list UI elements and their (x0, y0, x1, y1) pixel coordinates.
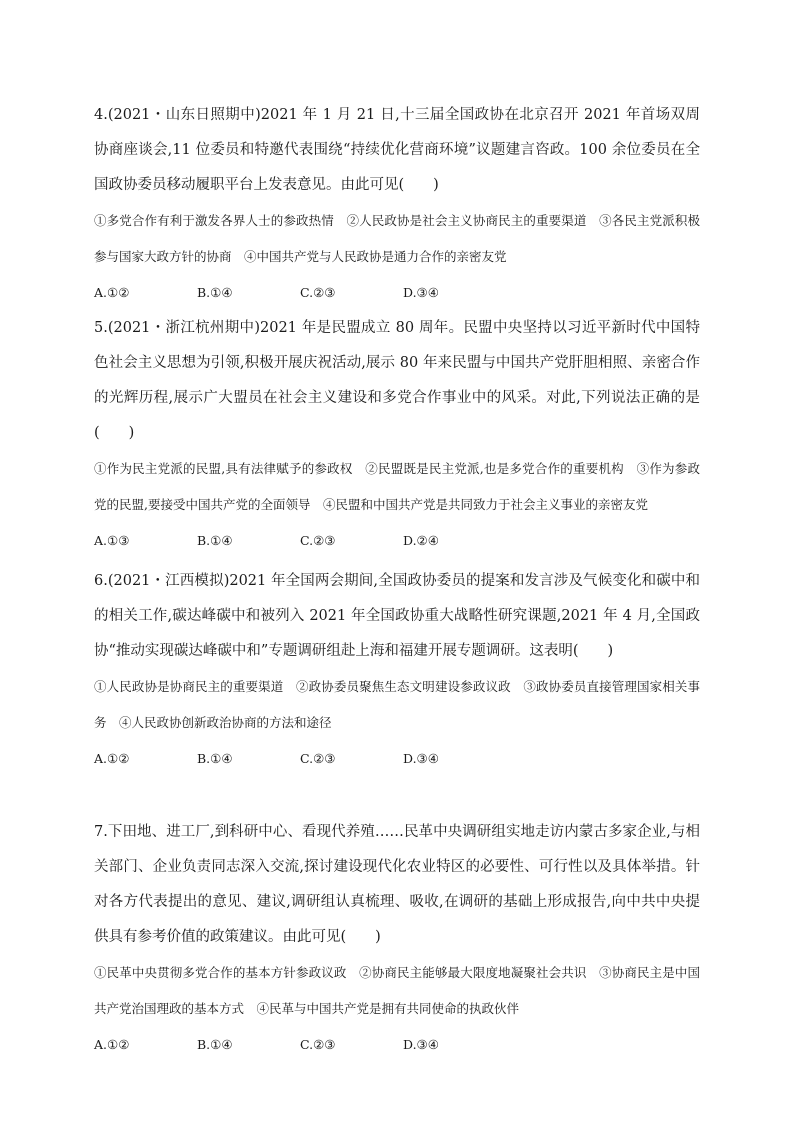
choice-a[interactable]: A.①③ (94, 533, 130, 548)
choice-a[interactable]: A.①② (94, 285, 130, 300)
question-stem: 5.(2021・浙江杭州期中)2021 年是民盟成立 80 周年。民盟中央坚持以习近平新时代中国特色社会主义思想为引领,积极开展庆祝活动,展示 80 年来民盟与中国共产党肝胆相照、亲密合作的光辉历程,展示广大盟员在社会主义建设和多党合作事业中的风采。对此,下列说法正确的是 ( ) (94, 320, 744, 441)
question-stem: 6.(2021・江西模拟)2021 年全国两会期间,全国政协委员的提案和发言涉及气候变化和碳中和的相关工作,碳达峰碳中和被列入 2021 年全国政协重大战略性研究课题,2021 年 4 月,全国政协“推动实现碳达峰碳中和”专题调研组赴上海和福建开展专题调研。这表明( ) (94, 573, 700, 659)
choice-c[interactable]: C.②③ (300, 533, 336, 548)
choice-b[interactable]: B.①④ (197, 533, 233, 548)
answer-choices (94, 523, 700, 559)
choice-d[interactable]: D.③④ (403, 751, 439, 766)
question-7 (94, 815, 700, 1063)
choice-b[interactable]: B.①④ (197, 285, 233, 300)
choice-a[interactable]: A.①② (94, 751, 130, 766)
question-4 (94, 98, 700, 311)
choice-c[interactable]: C.②③ (300, 751, 336, 766)
choice-d[interactable]: D.②④ (403, 533, 439, 548)
choice-b[interactable]: B.①④ (197, 751, 233, 766)
question-statements: ①多党合作有利于激发各界人士的参政热情 ②人民政协是社会主义协商民主的重要渠道 ③各民主党派积极参与国家大政方针的协商 ④中国共产党与人民政协是通力合作的亲密友党 (94, 213, 700, 264)
question-statements: ①人民政协是协商民主的重要渠道 ②政协委员聚焦生态文明建设参政议政 ③政协委员直接管理国家相关事务 ④人民政协创新政治协商的方法和途径 (94, 679, 700, 730)
answer-choices (94, 741, 700, 777)
choice-d[interactable]: D.③④ (403, 285, 439, 300)
choice-d[interactable]: D.③④ (403, 1037, 439, 1052)
question-stem: 7.下田地、进工厂,到科研中心、看现代养殖……民革中央调研组实地走访内蒙古多家企业,与相关部门、企业负责同志深入交流,探讨建设现代化农业特区的必要性、可行性以及具体举措。针对各方代表提出的意见、建议,调研组认真梳理、吸收,在调研的基础上形成报告,向中共中央提供具有参考价值的政策建议。由此可见( ) (94, 824, 700, 945)
question-stem: 4.(2021・山东日照期中)2021 年 1 月 21 日,十三届全国政协在北京召开 2021 年首场双周协商座谈会,11 位委员和特邀代表围绕“持续优化营商环境”议题建言咨政。100 余位委员在全国政协委员移动履职平台上发表意见。由此可见( ) (94, 107, 700, 193)
choice-a[interactable]: A.①② (94, 1037, 130, 1052)
answer-choices (94, 275, 700, 311)
choice-c[interactable]: C.②③ (300, 285, 336, 300)
answer-choices (94, 1027, 700, 1063)
question-statements: ①民革中央贯彻多党合作的基本方针参政议政 ②协商民主能够最大限度地凝聚社会共识 ③协商民主是中国共产党治国理政的基本方式 ④民革与中国共产党是拥有共同使命的执政伙伴 (94, 965, 700, 1016)
choice-c[interactable]: C.②③ (300, 1037, 336, 1052)
choice-b[interactable]: B.①④ (197, 1037, 233, 1052)
question-5 (94, 311, 744, 559)
question-statements: ①作为民主党派的民盟,具有法律赋予的参政权 ②民盟既是民主党派,也是多党合作的重要机构 ③作为参政党的民盟,要接受中国共产党的全面领导 ④民盟和中国共产党是共同致力于社会主义事业的亲密友党 (94, 461, 700, 512)
question-6 (94, 564, 700, 777)
